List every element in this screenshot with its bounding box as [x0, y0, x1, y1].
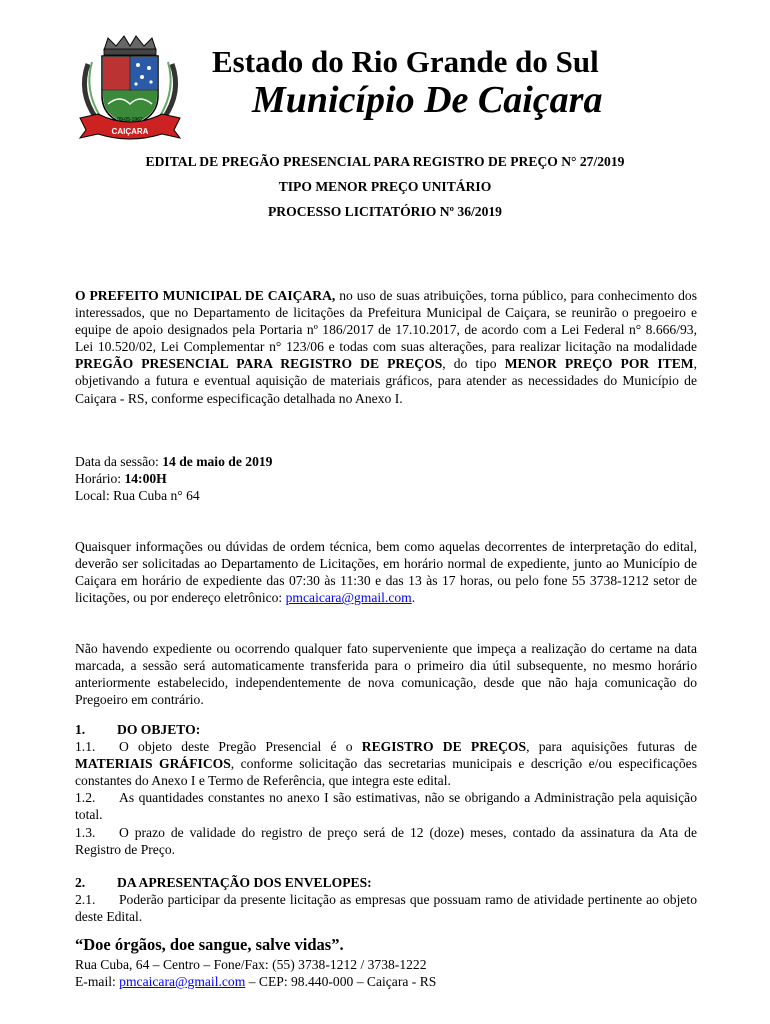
- footer-slogan: “Doe órgãos, doe sangue, salve vidas”.: [75, 935, 344, 954]
- footer-email-link[interactable]: pmcaicara@gmail.com: [119, 974, 246, 989]
- item-1-3: 1.3. O prazo de validade do registro de preço será de 12 (doze) meses, contado da assinatura da Ata de Registro de Preço.: [75, 824, 697, 857]
- session-time: Horário: 14:00H: [75, 471, 167, 487]
- section-2-heading: 2. DA APRESENTAÇÃO DOS ENVELOPES:: [75, 875, 372, 890]
- footer-address: Rua Cuba, 64 – Centro – Fone/Fax: (55) 3738-1212 / 3738-1222: [75, 957, 427, 972]
- section-envelopes: [75, 874, 697, 925]
- svg-text:CAIÇARA: CAIÇARA: [111, 127, 149, 136]
- footer-contact: E-mail: pmcaicara@gmail.com – CEP: 98.440-000 – Caiçara - RS: [75, 974, 437, 989]
- state-heading: Estado do Rio Grande do Sul: [212, 44, 599, 79]
- session-date: Data da sessão: 14 de maio de 2019: [75, 454, 273, 469]
- item-2-1: 2.1. Poderão participar da presente licitação as empresas que possuam ramo de atividade pertinente ao objeto deste Edital.: [75, 892, 697, 925]
- municipality-heading: Município De Caiçara: [252, 79, 603, 121]
- municipal-crest-logo: [74, 34, 186, 142]
- session-place: Local: Rua Cuba n° 64: [75, 488, 200, 504]
- edital-title: EDITAL DE PREGÃO PRESENCIAL PARA REGISTRO DE PREÇO N° 27/2019: [145, 154, 625, 169]
- process-title: PROCESSO LICITATÓRIO Nº 36/2019: [268, 204, 502, 219]
- page-footer: [75, 934, 715, 990]
- intro-paragraph: O PREFEITO MUNICIPAL DE CAIÇARA, no uso de suas atribuições, torna público, para conhecimento dos interessados, que no Departamento de licitações da Prefeitura Municipal de Caiçara, se reunirão o pregoeiro e equipe de apoio designados pela Portaria nº 186/2017 de 17.10.2017, de acordo com a Lei Federal n° 8.666/93, Lei 10.520/02, Lei Complementar n° 123/06 e todas com suas alterações, para realizar licitação na modalidade PREGÃO PRESENCIAL PARA REGISTRO DE PREÇOS, do tipo MENOR PREÇO POR ITEM, objetivando a futura e eventual aquisição de materiais gráficos, para atender as necessidades do Município de Caiçara - RS, conforme especificação detalhada no Anexo I.: [75, 288, 697, 406]
- section-1-heading: 1. DO OBJETO:: [75, 722, 201, 737]
- price-type-title: TIPO MENOR PREÇO UNITÁRIO: [278, 179, 492, 194]
- session-info: [75, 453, 697, 504]
- item-1-1: 1.1. O objeto deste Pregão Presencial é o REGISTRO DE PREÇOS, para aquisições futuras de MATERIAIS GRÁFICOS, conforme solicitação das secretarias municipais e descrição e/ou especificações constantes do Anexo I e Termo de Referência, que integra este edital.: [75, 739, 697, 789]
- no-office-paragraph: Não havendo expediente ou ocorrendo qualquer fato superveniente que impeça a realização do certame na data marcada, a sessão será automaticamente transferida para o primeiro dia útil subsequente, no mesmo horário anteriormente estabelecido, independentemente de nova comunicação, desde que não haja comunicação do Pregoeiro em contrário.: [75, 641, 697, 708]
- contact-email-link[interactable]: pmcaicara@gmail.com: [285, 590, 412, 606]
- item-1-2: 1.2. As quantidades constantes no anexo I são estimativas, não se obrigando a Administração pela aquisição total.: [75, 790, 697, 823]
- svg-text:09-05-1962: 09-05-1962: [117, 117, 143, 123]
- section-object: [75, 721, 697, 858]
- info-paragraph: Quaisquer informações ou dúvidas de ordem técnica, bem como aquelas decorrentes de interpretação do edital, deverão ser solicitadas ao Departamento de Licitações, em horário normal de expediente, junto ao Município de Caiçara em horário de expediente das 07:30 às 11:30 e das 13 às 17 horas, ou pelo fone 55 3738-1212 setor de licitações, ou por endereço eletrônico: pmcaicara@gmail.com.: [75, 539, 697, 606]
